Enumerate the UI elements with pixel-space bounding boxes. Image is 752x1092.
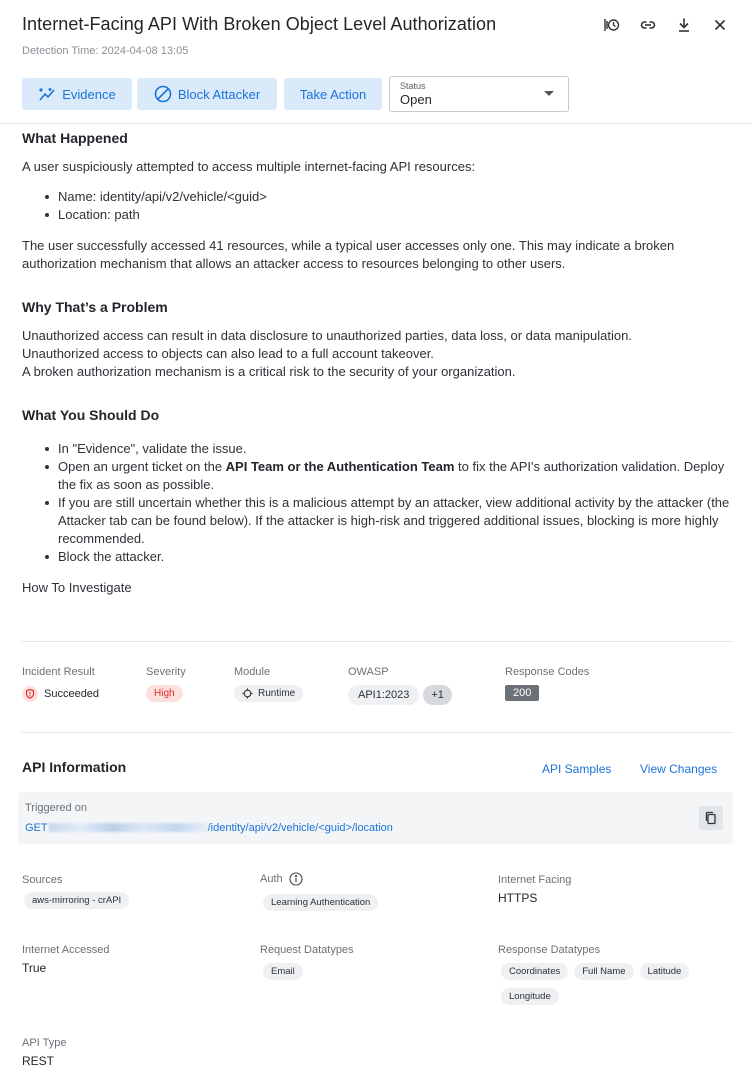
how-to-investigate-link[interactable]: How To Investigate <box>22 580 132 595</box>
incident-result-value: Succeeded <box>44 688 100 700</box>
status-select-label: Status <box>400 81 426 91</box>
module-badge <box>234 685 303 702</box>
list-item-text: to fix the API's authorization validation. Deploy the fix as soon as possible. <box>58 459 725 492</box>
auth-label-row <box>260 872 303 886</box>
severity-label: Severity <box>146 666 186 678</box>
response-codes-label: Response Codes <box>505 666 590 678</box>
module <box>234 685 303 702</box>
history-icon[interactable] <box>594 15 630 35</box>
incident-header <box>0 0 752 124</box>
status-select[interactable] <box>389 76 569 112</box>
api-type-label: API Type <box>22 1037 67 1049</box>
what-happened-heading: What Happened <box>22 130 128 146</box>
view-changes-link[interactable]: View Changes <box>640 762 718 776</box>
info-icon[interactable] <box>289 872 303 886</box>
what-happened-list <box>58 188 738 224</box>
why-problem-heading: Why That’s a Problem <box>22 299 168 315</box>
owasp-badge: API1:2023 <box>348 685 419 705</box>
list-item: Block the attacker. <box>58 548 738 566</box>
incident-result-label: Incident Result <box>22 666 95 678</box>
detection-time: Detection Time: 2024-04-08 13:05 <box>22 45 189 57</box>
redacted-host <box>49 823 207 832</box>
datatype-chip: Coordinates <box>501 963 568 980</box>
why-problem-line: Unauthorized access to objects can also lead to a full account takeover. <box>22 346 434 361</box>
copy-button[interactable] <box>699 806 723 830</box>
auth <box>263 894 483 911</box>
datatype-chip: Longitude <box>501 988 559 1005</box>
response-codes <box>505 685 539 701</box>
datatype-chip: Full Name <box>574 963 633 980</box>
list-item: In "Evidence", validate the issue. <box>58 440 738 458</box>
evidence-button[interactable] <box>22 78 132 110</box>
source-chip: aws-mirroring - crAPI <box>24 892 129 909</box>
module-value: Runtime <box>258 688 296 699</box>
divider <box>22 641 733 642</box>
copy-icon <box>704 811 718 825</box>
severity <box>146 685 183 702</box>
response-datatypes <box>501 963 711 1005</box>
datatype-chip: Latitude <box>640 963 690 980</box>
take-action-label: Take Action <box>299 86 367 102</box>
take-action-button[interactable] <box>284 78 382 110</box>
what-happened-intro: A user suspiciously attempted to access multiple internet-facing API resources: <box>22 159 476 174</box>
triggered-url[interactable] <box>25 822 393 834</box>
chevron-down-icon <box>544 91 554 96</box>
block-icon <box>154 85 172 103</box>
sources-label: Sources <box>22 874 63 886</box>
severity-badge: High <box>146 685 183 702</box>
api-samples-link[interactable]: API Samples <box>542 762 612 776</box>
crosshair-icon <box>242 688 253 699</box>
internet-facing-label: Internet Facing <box>498 874 572 886</box>
request-datatypes-label: Request Datatypes <box>260 944 354 956</box>
api-information-heading: API Information <box>22 759 127 775</box>
internet-facing-value: HTTPS <box>498 891 538 905</box>
response-code-badge: 200 <box>505 685 539 701</box>
owasp <box>348 685 452 705</box>
internet-accessed-value: True <box>22 961 47 975</box>
sources <box>24 892 244 909</box>
close-icon[interactable] <box>702 15 738 35</box>
internet-accessed-label: Internet Accessed <box>22 944 110 956</box>
download-icon[interactable] <box>666 15 702 35</box>
triggered-on-label: Triggered on <box>25 802 87 814</box>
block-attacker-button[interactable] <box>137 78 277 110</box>
auth-chip: Learning Authentication <box>263 894 378 911</box>
list-item-text: Open an urgent ticket on the <box>58 459 226 474</box>
list-item: If you are still uncertain whether this is a malicious attempt by an attacker, view additional activity by the attacker (the Attacker tab can be found below). If the attacker is high-risk and triggered additional issues, blocking is more highly recommended. <box>58 494 738 548</box>
what-happened-detail: The user successfully accessed 41 resources, while a typical user accesses only one. This may indicate a broken authorization mechanism that allows an attacker access to resources belonging to other users. <box>22 238 675 271</box>
triggered-on-box <box>18 792 733 844</box>
request-datatypes <box>263 963 483 980</box>
link-icon[interactable] <box>630 15 666 35</box>
divider <box>22 732 733 733</box>
what-to-do-list <box>58 440 738 566</box>
why-problem-line: Unauthorized access can result in data disclosure to unauthorized parties, data loss, or data manipulation. <box>22 328 632 343</box>
evidence-icon <box>38 85 56 103</box>
page-title: Internet-Facing API With Broken Object Level Authorization <box>22 14 497 34</box>
block-attacker-label: Block Attacker <box>177 86 261 102</box>
endpoint-path: /identity/api/v2/vehicle/<guid>/location <box>207 822 393 834</box>
why-problem-line: A broken authorization mechanism is a critical risk to the security of your organization. <box>22 364 516 379</box>
shield-alert-icon <box>22 686 38 702</box>
list-item: Location: path <box>58 206 738 224</box>
header-actions <box>594 15 738 35</box>
list-item: Name: identity/api/v2/vehicle/<guid> <box>58 188 738 206</box>
status-select-value: Open <box>400 92 432 107</box>
owasp-label: OWASP <box>348 666 389 678</box>
api-type-value: REST <box>22 1054 55 1068</box>
auth-label: Auth <box>260 873 283 885</box>
list-item-bold: API Team or the Authentication Team <box>225 459 455 474</box>
owasp-more-badge[interactable]: +1 <box>423 685 452 705</box>
module-label: Module <box>234 666 271 678</box>
what-to-do-heading: What You Should Do <box>22 407 160 423</box>
datatype-chip: Email <box>263 963 303 980</box>
evidence-button-label: Evidence <box>62 86 116 102</box>
incident-result <box>22 686 99 702</box>
list-item <box>58 458 738 494</box>
response-datatypes-label: Response Datatypes <box>498 944 601 956</box>
http-method: GET <box>25 822 48 834</box>
